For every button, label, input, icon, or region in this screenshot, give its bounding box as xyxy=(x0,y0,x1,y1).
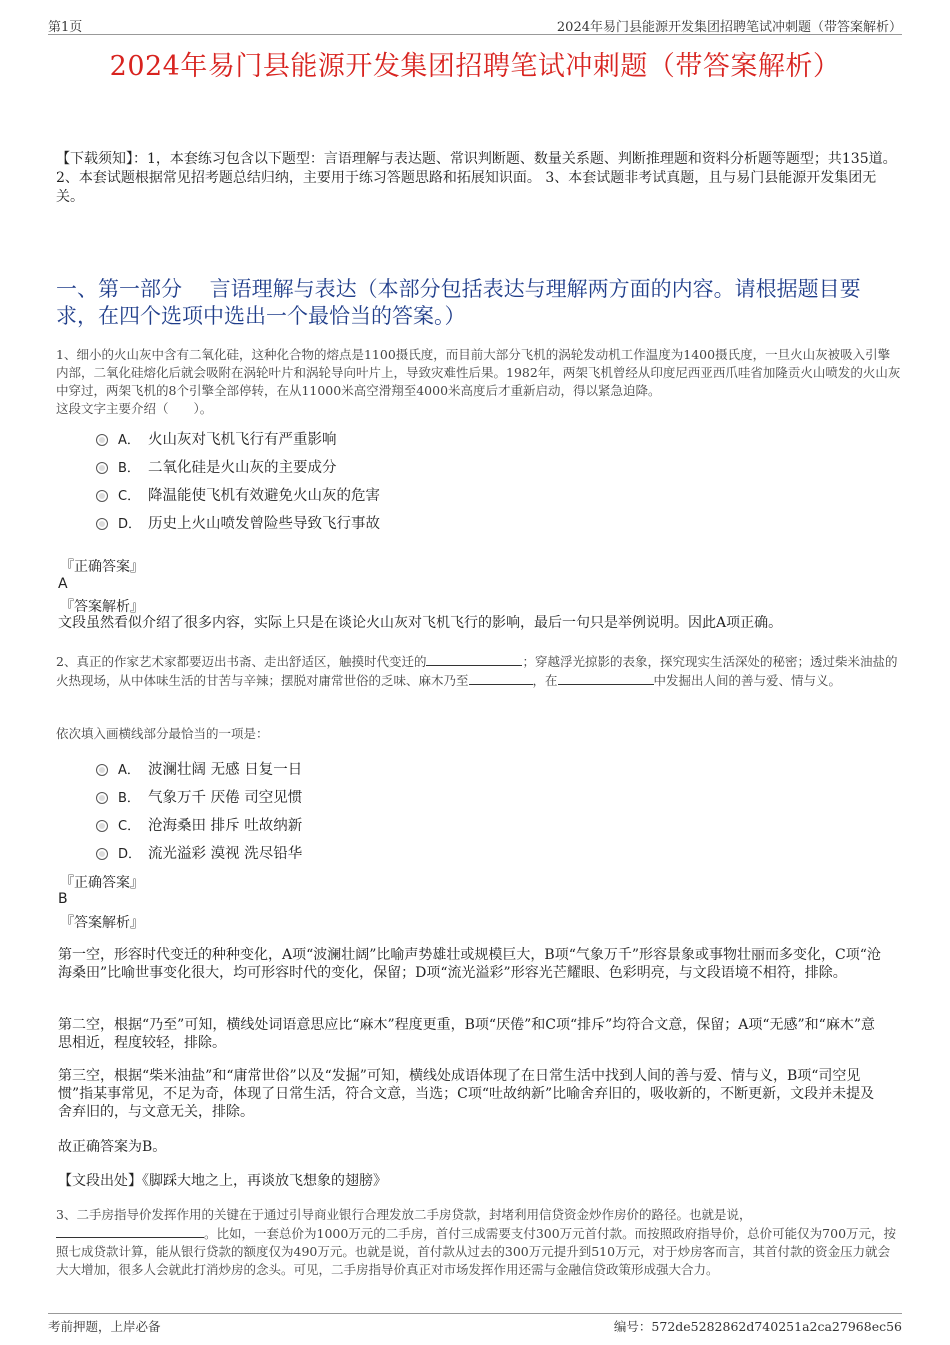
radio-icon[interactable] xyxy=(96,764,108,776)
analysis-paragraph-3: 第三空，根据“柴米油盐”和“庸常世俗”以及“发掘”可知，横线处成语体现了在日常生活中找到人间的善与爱、情与义，B项“司空见惯”指某事常见，不足为奇，体现了日常生活，符合文意，当选；C项“吐故纳新”比喻舍弃旧的，吸收新的，不断更新，文段并未提及舍弃旧的，与文意无关，排除。 xyxy=(58,1068,875,1120)
page-title: 2024年易门县能源开发集团招聘笔试冲刺题（带答案解析） xyxy=(109,51,841,82)
correct-answer-label: 『正确答案』 xyxy=(60,559,144,575)
page-number: 第1页 xyxy=(48,20,83,35)
analysis-paragraph-1: 第一空，形容时代变迁的种种变化，A项“波澜壮阔”比喻声势雄壮或规模巨大，B项“气象万千”形容景象或事物壮丽而多变化，C项“沧海桑田”比喻世事变化很大，均可形容时代的变化，保留；D项“流光溢彩”形容光芒耀眼、色彩明亮，与文段语境不相符，排除。 xyxy=(58,947,881,981)
fill-blank xyxy=(558,671,654,685)
fill-blank xyxy=(426,652,522,666)
section-heading: 一、第一部分 言语理解与表达（本部分包括表达与理解两方面的内容。请根据题目要求，在四个选项中选出一个最恰当的答案。） xyxy=(56,277,861,328)
correct-answer-value: B xyxy=(58,891,68,907)
question-1-prompt: 这段文字主要介绍（ ）。 xyxy=(56,401,213,416)
question-2-prompt: 依次填入画横线部分最恰当的一项是： xyxy=(56,726,269,741)
question-2-stem: 2、真正的作家艺术家都要迈出书斋、走出舒适区，触摸时代变迁的 ；穿越浮光掠影的表象，探究现实生活深处的秘密；透过柴米油盐的火热现场，从中体味生活的甘苦与辛辣；摆脱对庸常世俗的乏味、麻木乃至 ，在 中发掘出人间的善与爱、情与义。 xyxy=(56,654,898,688)
footer-doc-id: 编号：572de5282862d740251a2ca27968ec56 xyxy=(613,1319,902,1334)
fill-blank xyxy=(56,1224,204,1238)
analysis-label: 『答案解析』 xyxy=(60,915,144,931)
question-1-stem: 1、细小的火山灰中含有二氧化硅，这种化合物的熔点是1100摄氏度，而目前大部分飞机的涡轮发动机工作温度为1400摄氏度，一旦火山灰被吸入引擎内部，二氧化硅熔化后就会吸附在涡轮叶片和涡轮导向叶片上，导致灾难性后果。1982年，两架飞机曾经从印度尼西亚西爪哇省加隆贡火山喷发的火山灰中穿过，两架飞机的8个引擎全部停转，在从11000米高空滑翔至4000米高度后才重新启动，得以紧急迫降。 这段文字主要介绍（ ）。 xyxy=(56,347,901,416)
radio-icon[interactable] xyxy=(96,462,108,474)
correct-answer-label: 『正确答案』 xyxy=(60,875,144,891)
footer-slogan: 考前押题，上岸必备 xyxy=(48,1319,161,1334)
header-doc-title: 2024年易门县能源开发集团招聘笔试冲刺题（带答案解析） xyxy=(556,20,902,35)
radio-icon[interactable] xyxy=(96,792,108,804)
question-3-stem: 3、二手房指导价发挥作用的关键在于通过引导商业银行合理发放二手房贷款，封堵利用信贷资金炒作房价的路径。也就是说， 。比如，一套总价为1000万元的二手房，首付三成需要支付300万元首付款。而按照政府指导价，总价可能仅为700万元，按照七成贷款计算，能从银行贷款的额度仅为490万元。也就是说，首付款从过去的300万元提升到510万元，对于炒房客而言，其首付款的资金压力就会大大增加，很多人会就此打消炒房的念头。可见，二手房指导价真正对市场发挥作用还需与金融信贷政策形成强大合力。 xyxy=(56,1207,897,1277)
source-citation: 【文段出处】《脚踩大地之上，再谈放飞想象的翅膀》 xyxy=(58,1173,387,1189)
download-notice: 【下载须知】：1，本套练习包含以下题型：言语理解与表达题、常识判断题、数量关系题、判断推理题和资料分析题等题型；共135道。 2、本套试题根据常见招考题总结归纳，主要用于练习答题思路和拓展知识面。 3、本套试题非考试真题，且与易门县能源开发集团无关。 xyxy=(56,151,897,205)
analysis-paragraph-2: 第二空，根据“乃至”可知，横线处词语意思应比“麻木”程度更重，B项“厌倦”和C项“排斥”均符合文意，保留；A项“无感”和“麻木”意思相近，程度较轻，排除。 xyxy=(58,1017,875,1051)
analysis-label: 『答案解析』 xyxy=(60,599,144,615)
radio-icon[interactable] xyxy=(96,518,108,530)
radio-icon[interactable] xyxy=(96,848,108,860)
analysis-text: 文段虽然看似介绍了很多内容，实际上只是在谈论火山灰对飞机飞行的影响，最后一句只是举例说明。因此A项正确。 xyxy=(58,615,783,631)
analysis-conclusion: 故正确答案为B。 xyxy=(58,1139,167,1155)
radio-icon[interactable] xyxy=(96,820,108,832)
correct-answer-value: A xyxy=(58,576,68,592)
fill-blank xyxy=(469,671,533,685)
radio-icon[interactable] xyxy=(96,434,108,446)
page-header xyxy=(48,14,902,35)
radio-icon[interactable] xyxy=(96,490,108,502)
page-footer xyxy=(48,1313,902,1334)
